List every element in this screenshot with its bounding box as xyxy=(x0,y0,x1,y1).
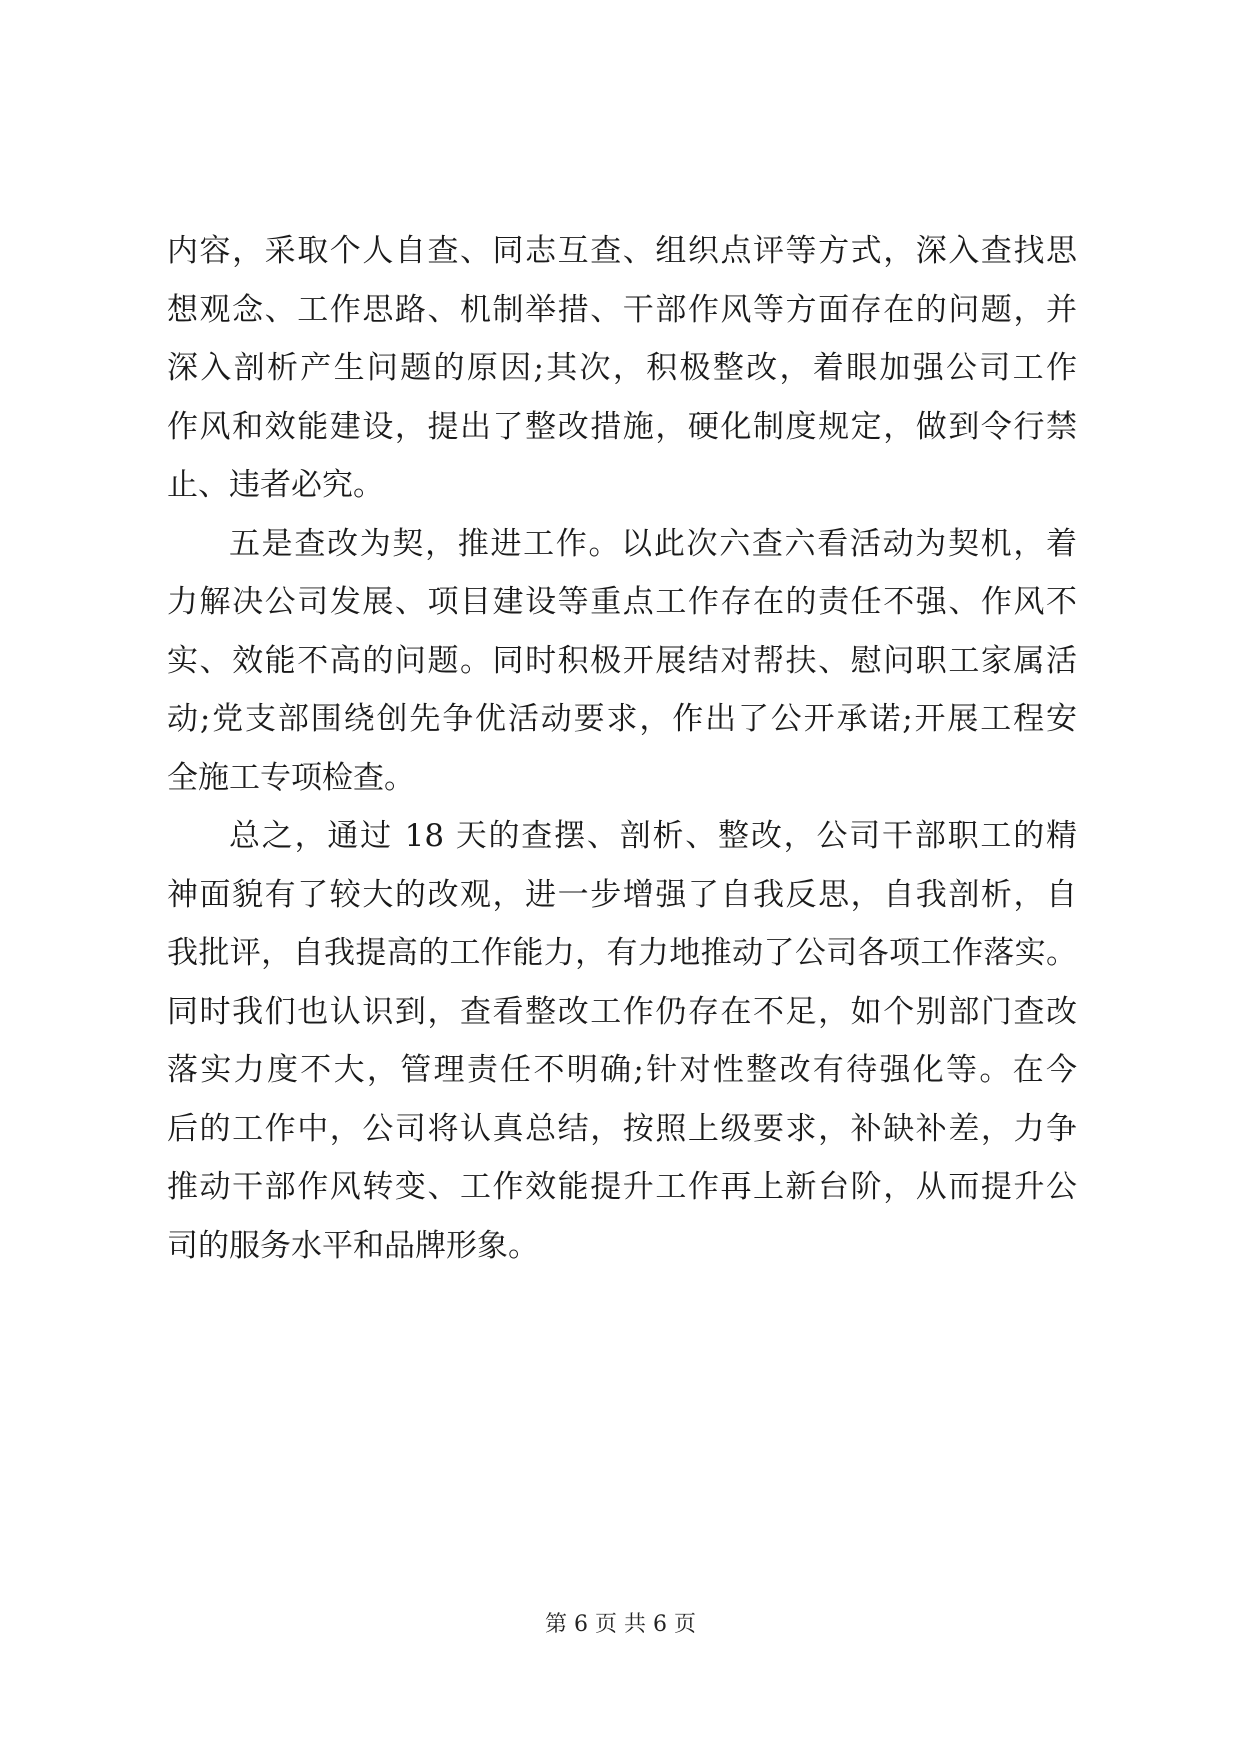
page-number-footer: 第 6 页 共 6 页 xyxy=(545,1612,696,1637)
text-line: 全施工专项检查。 xyxy=(167,759,415,796)
text-line: 内容，采取个人自查、同志互查、组织点评等方式，深入查找思 xyxy=(167,233,1077,269)
text-line: 动;党支部围绕创先争优活动要求，作出了公开承诺;开展工程安 xyxy=(167,701,1077,737)
text-line: 深入剖析产生问题的原因;其次，积极整改，着眼加强公司工作 xyxy=(167,350,1077,386)
text-line: 同时我们也认识到，查看整改工作仍存在不足，如个别部门查改 xyxy=(167,993,1077,1030)
text-line: 后的工作中，公司将认真总结，按照上级要求，补缺补差，力争 xyxy=(167,1110,1077,1147)
text-line: 力解决公司发展、项目建设等重点工作存在的责任不强、作风不 xyxy=(167,584,1077,620)
text-line: 想观念、工作思路、机制举措、干部作风等方面存在的问题，并 xyxy=(167,291,1077,328)
text-line: 止、违者必究。 xyxy=(167,467,384,503)
text-line: 落实力度不大，管理责任不明确;针对性整改有待强化等。在今 xyxy=(167,1052,1077,1088)
text-line: 实、效能不高的问题。同时积极开展结对帮扶、慰问职工家属活 xyxy=(167,642,1077,679)
text-line: 神面貌有了较大的改观，进一步增强了自我反思，自我剖析，自 xyxy=(167,876,1077,913)
document-body xyxy=(167,222,1077,1275)
text-line: 司的服务水平和品牌形象。 xyxy=(167,1227,539,1264)
text-line: 推动干部作风转变、工作效能提升工作再上新台阶，从而提升公 xyxy=(167,1169,1077,1205)
paragraph-first-line: 五是查改为契，推进工作。以此次六查六看活动为契机，着 xyxy=(229,525,1077,562)
text-line: 作风和效能建设，提出了整改措施，硬化制度规定，做到令行禁 xyxy=(167,408,1077,445)
text-line: 我批评，自我提高的工作能力，有力地推动了公司各项工作落实。 xyxy=(167,935,1077,971)
paragraph-first-line: 总之，通过 18 天的查摆、剖析、整改，公司干部职工的精 xyxy=(229,818,1077,854)
